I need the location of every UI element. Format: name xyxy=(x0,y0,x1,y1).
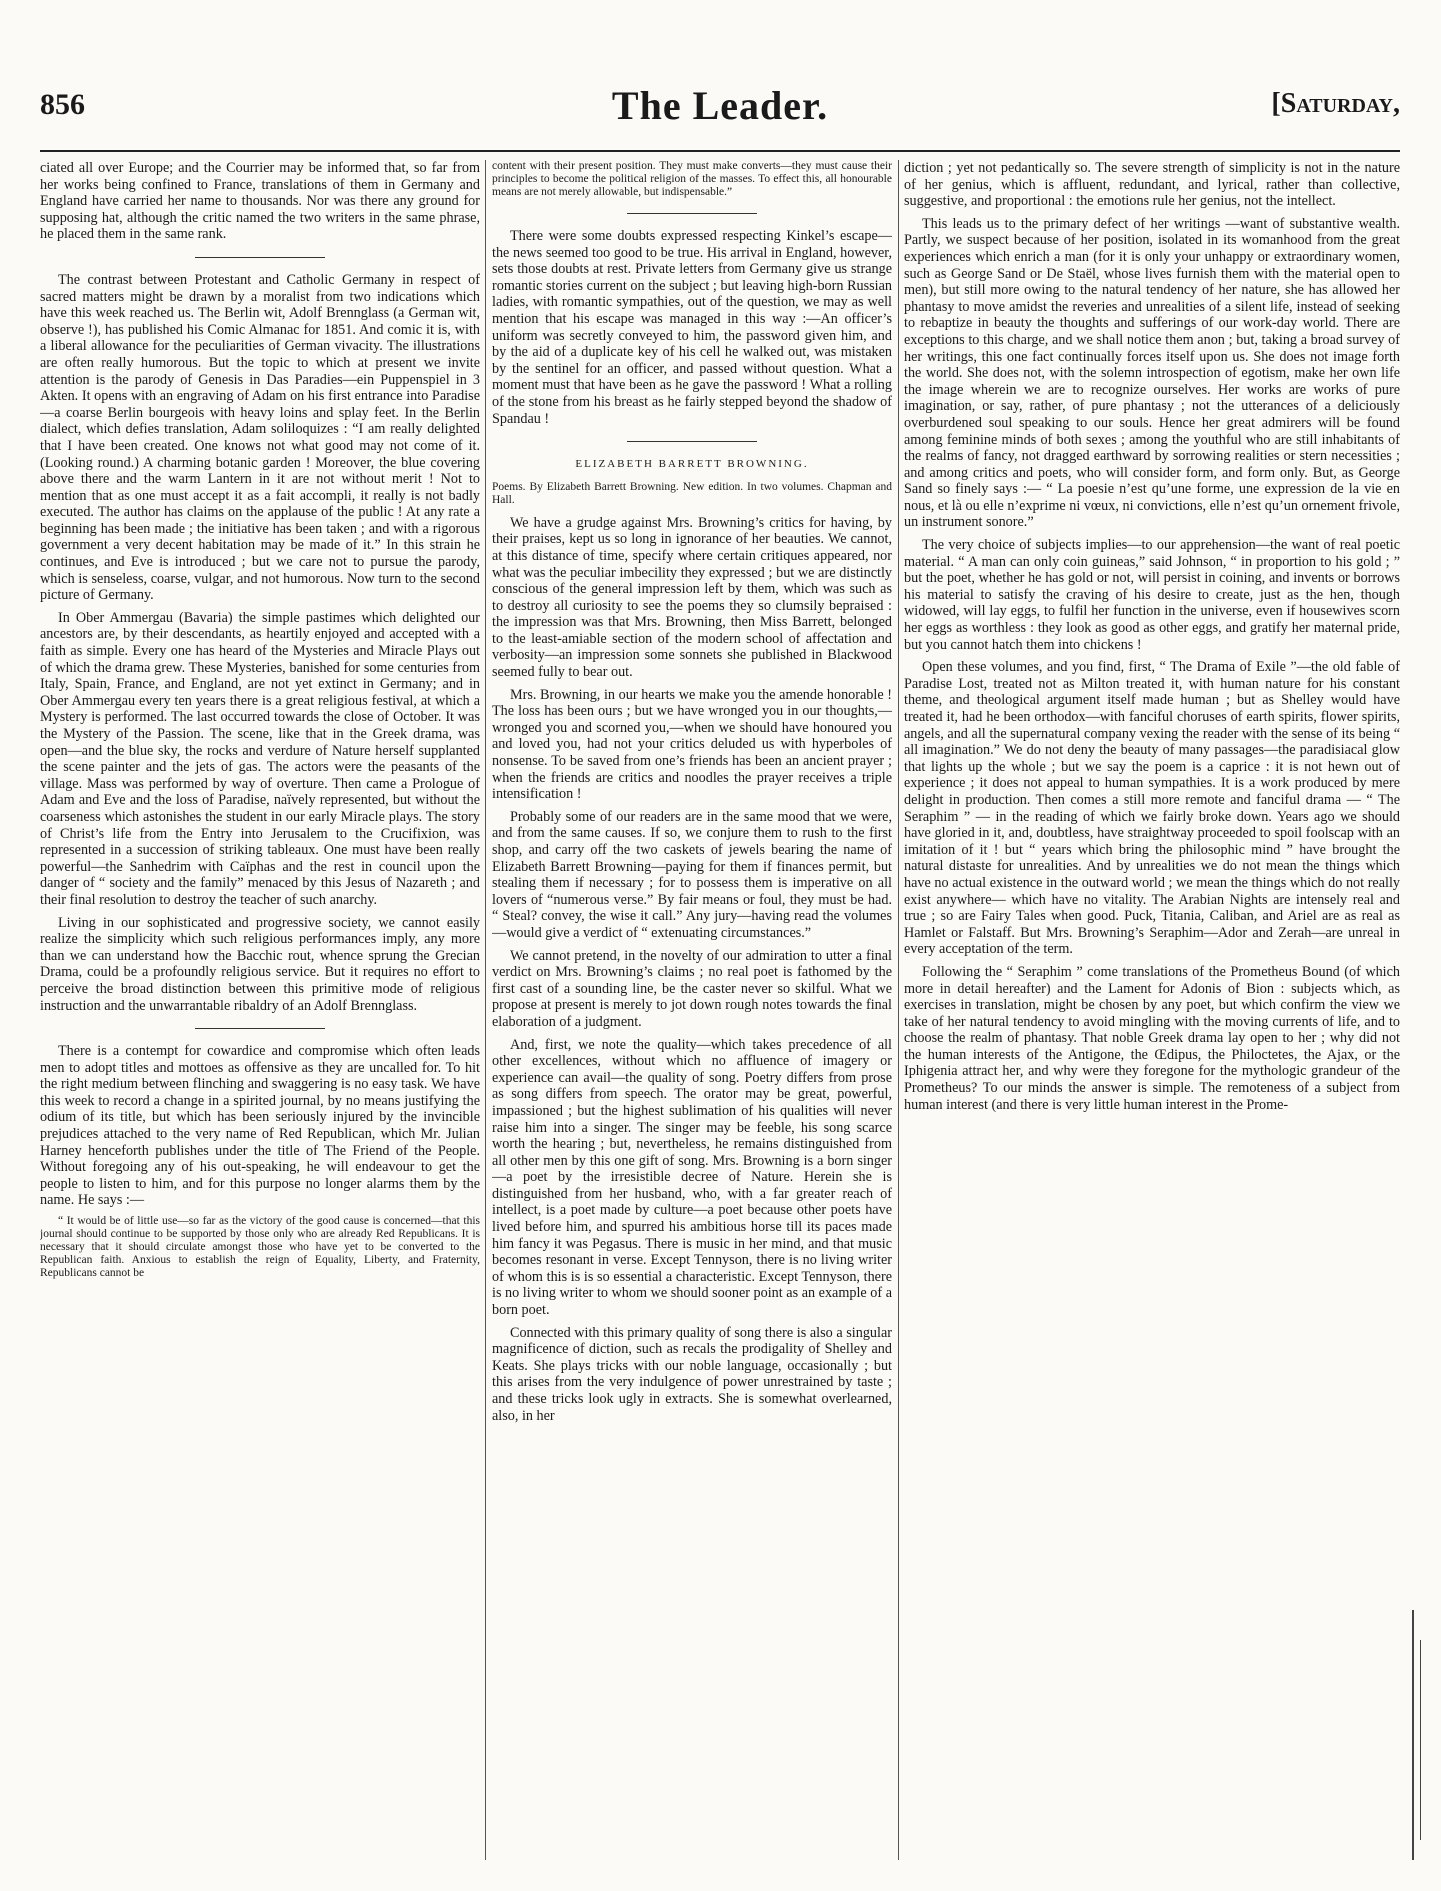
page-edge-mark xyxy=(1412,1610,1414,1860)
paragraph: The contrast between Protestant and Catholic Germany in respect of sacred matters might be drawn by a moralist from two indications which have this week reached us. The Berlin wit, Adolf Brennglass (a German wit, observe !), has published his Comic Almanac for 1851. And comic it is, with a liberal allowance for the peculiarities of German vivacity. The illustrations are often really humorous. But the topic to which at present we invite attention is the parody of Genesis in Das Paradies—ein Puppenspiel in 3 Akten. It opens with an engraving of Adam on his first entrance into Paradise—a coarse Berlin bourgeois with heavy loins and splay feet. In the Berlin dialect, which defies translation, Adam soliloquizes : “I am really delighted that I have been created. One knows not what good may not come of it. (Looking round.) A charming botanic garden ! Moreover, the blue covering above there and the warm Lantern in it are not without merit ! Not to mention that as one must accept it as a fait accompli, it really is not badly executed. The author has claims on the applause of the public ! At any rate a beginning has been made ; the initiative has been taken ; and with a rigorous government a very decent habitation may be made of it.” In this strain he continues, and Eve is introduced ; but we care not to pursue the parody, which is senseless, coarse, vulgar, and not humorous. Now turn to the second picture of Germany. xyxy=(40,271,480,604)
article-byline: Poems. By Elizabeth Barrett Browning. New edition. In two volumes. Chapman and Hall. xyxy=(492,480,892,506)
header-rule xyxy=(40,150,1400,152)
issue-day: [Saturday, xyxy=(1271,88,1400,119)
paragraph: We cannot pretend, in the novelty of our admiration to utter a final verdict on Mrs. Browning’s claims ; no real poet is fathomed by the first cast of a sounding line, be the caster never so skilful. What we propose at present is merely to jot down rough notes towards the final elaboration of a judgment. xyxy=(492,947,892,1030)
section-separator xyxy=(195,257,325,258)
column-2 xyxy=(492,160,892,1860)
page-edge-mark xyxy=(1420,1640,1421,1840)
quoted-note: content with their present position. They must make converts—they must cause their principles to become the political religion of the masses. To effect this, all honourable means are not merely allowable, but indispensable.” xyxy=(492,160,892,198)
column-3 xyxy=(904,160,1400,1860)
paragraph: There is a contempt for cowardice and compromise which often leads men to adopt titles and mottoes as offensive as they are uncalled for. To hit the right medium between flinching and swaggering is no easy task. We have this week to record a change in a spirited journal, by no means justifying the odium of its title, but which has been seriously injured by the invincible prejudices attached to the very name of Red Republican, which Mr. Julian Harney henceforth publishes under the title of The Friend of the People. Without foregoing any of his out-speaking, he will endeavour to get the people to listen to him, and for this purpose no longer alarms them by the name. He says :— xyxy=(40,1043,480,1209)
masthead-title: The Leader. xyxy=(611,83,829,128)
quoted-note: “ It would be of little use—so far as the victory of the good cause is concerned—that this journal should continue to be supported by those only who are already Red Republicans. It is necessary that it should circulate amongst those who have yet to be converted to the Republican faith. Anxious to establish the reign of Equality, Liberty, and Fraternity, Republicans cannot be xyxy=(40,1215,480,1280)
paragraph: ciated all over Europe; and the Courrier may be informed that, so far from her works being confined to France, translations of them in Germany and England have carried her name to thousands. Nor was there any ground for supposing hat, although the critic named the two writers in the same phrase, he placed them in the same rank. xyxy=(40,160,480,243)
column-divider xyxy=(898,160,899,1860)
paragraph: And, first, we note the quality—which takes precedence of all other excellences, without which no affluence of imagery or experience can avail—the quality of song. Poetry differs from prose as song differs from speech. The orator may be great, powerful, impassioned ; but the highest sublimation of his qualities will never raise him into a singer. The singer may be feeble, his song scarce worth the hearing ; but, nevertheless, he remains distinguished from all other men by this one gift of song. Mrs. Browning is a born singer—a poet by the irresistible decree of Nature. Herein she is distinguished from her husband, who, with a far greater reach of intellect, is a poet made by culture—a poet because other poets have lived before him, and spurred his ambitious horse till its paces made him fancy it was Pegasus. There is music in her mind, and that music becomes resonant in verse. Except Tennyson, there is no living writer of whom this is is so essential a characteristic. Except Tennyson, there is no living writer to whom we should sooner point as an example of a born poet. xyxy=(492,1036,892,1319)
column-divider xyxy=(485,160,486,1860)
page-number: 856 xyxy=(40,88,85,121)
paragraph: Living in our sophisticated and progressive society, we cannot easily realize the simplicity which such religious performances imply, any more than we can understand how the Bacchic rout, whence sprung the Grecian Drama, could be a profoundly religious service. But it requires no effort to perceive the broad distinction between this primitive mode of religious instruction and the unwarrantable ribaldry of an Adolf Brennglass. xyxy=(40,914,480,1014)
article-title: ELIZABETH BARRETT BROWNING. xyxy=(575,458,809,471)
paragraph: We have a grudge against Mrs. Browning’s critics for having, by their praises, kept us so long in ignorance of her beauties. We cannot, at this distance of time, specify where certain critiques appeared, nor what was the peculiar imbecility they expressed ; but we are distinctly conscious of the general impression left by them, which was such as to destroy all curiosity to see the poems they so clumsily bepraised : the impression was that Mrs. Browning, then Miss Barrett, belonged to the least-amiable section of the modern school of affectation and verbosity—an impression some sonnets she published in Blackwood seemed fully to bear out. xyxy=(492,514,892,681)
paragraph: Open these volumes, and you find, first, “ The Drama of Exile ”—the old fable of Paradise Lost, treated not as Milton treated it, with human nature for his constant theme, and theological argument itself made human ; but as Shelley would have treated it, had he been orthodox—with fanciful choruses of earth spirits, flower spirits, angels, and all the supernatural company vexing the reader with the sense of its being “ all imagination.” We do not deny the beauty of many passages—the paradisiacal glow that lights up the whole ; but we say the poem is a caprice : it is not hewn out of experience ; it does not appeal to human sympathies. It is a work produced by mere delight in production. Then comes a still more remote and fanciful drama — “ The Seraphim ” — in the reading of which we fairly broke down. Years ago we should have gloried in it, and, doubtless, have straightway proceeded to spoil foolscap with an imitation of it ! but “ years which bring the philosophic mind ” have brought the natural distaste for unrealities. And by unrealities we do not mean the things which have no actual existence in the outward world ; we mean the things which do not really exist anywhere— which have no vitality. The Arabian Nights are intensely real and true ; so are Fairy Tales when good. Puck, Titania, Caliban, and Ariel are as real as Hamlet or Falstaff. But Mrs. Browning’s Seraphim—Ador and Zerah—are unreal in every acceptation of the term. xyxy=(904,659,1400,958)
section-separator xyxy=(195,1028,325,1029)
paragraph: Following the “ Seraphim ” come translations of the Prometheus Bound (of which more in detail hereafter) and the Lament for Adonis of Bion : subjects which, as exercises in translation, might be chosen by any poet, but which confirm the view we take of her natural tendency to avoid mingling with the moving currents of life, and to choose the realm of phantasy. That noble Greek drama lay open to her ; why did not the human interests of the Antigone, the Œdipus, the Philoctetes, the Ajax, or the Iphigenia attract her, and why were they foregone for the mythologic grandeur of the Prometheus? To our minds the answer is simple. The remoteness of a subject from human interest (and there is very little human interest in the Prome- xyxy=(904,963,1400,1113)
paragraph: Connected with this primary quality of song there is also a singular magnificence of diction, such as recals the prodigality of Shelley and Keats. She plays tricks with our noble language, occasionally ; but this arises from the very indulgence of power unrestrained by taste ; and these tricks look ugly in extracts. She is somewhat overlearned, also, in her xyxy=(492,1324,892,1424)
paragraph: Probably some of our readers are in the same mood that we were, and from the same causes. If so, we conjure them to rush to the first shop, and carry off the two caskets of jewels bearing the name of Elizabeth Barrett Browning—paying for them if finances permit, but stealing them if necessary ; for to possess them is imperative on all lovers of “numerous verse.” By fair means or foul, they must be had. “ Steal? convey, the wise it call.” Any jury—having read the volumes—would give a verdict of “ extenuating circumstances.” xyxy=(492,808,892,941)
section-separator xyxy=(627,441,757,442)
paragraph: diction ; yet not pedantically so. The severe strength of simplicity is not in the nature of her genius, which is affluent, redundant, and lyrical, rather than collective, suggestive, and proportional : the emotions rule her genius, not the intellect. xyxy=(904,160,1400,210)
paragraph: This leads us to the primary defect of her writings —want of substantive wealth. Partly, we suspect because of her position, isolated in its womanhood from the great experiences which enrich a man (for it is only your unhappy or extraordinary women, such as George Sand or De Staël, whose lives furnish them with the material open to men), but still more owing to the natural tendency of her nature, she has allowed her phantasy to move amidst the reveries and unrealities of a silent life, instead of seeking to rebaptize in beauty the thoughts and sufferings of our work-day world. There are exceptions to this charge, and we shall notice them anon ; but, taking a broad survey of her writings, this one fact continually forces itself upon us. She does not image forth the world. She does not, with the solemn introspection of egotism, make her own life the image wherein we are to recognize ourselves. Her works are works of pure imagination, or say, rather, of pure phantasy ; not the utterances of a deliciously overburdened soul speaking to our souls. Hence her great admirers will be found among feminine minds of both sexes ; among the youthful who are still inhabitants of the realms of fancy, not dragged earthward by sorrowing realities or stern necessities ; and among critics and poets, who will consider form, and form only. But, as George Sand so finely says :— “ La poesie n’est qu’une forme, une expression de la vie en nous, et là ou elle n’exprime ni vœux, ni convictions, elle n’est qu’un ornement frivole, un instrument sonore.” xyxy=(904,215,1400,531)
page-header xyxy=(40,83,1400,148)
column-1 xyxy=(40,160,480,1860)
section-separator xyxy=(627,213,757,214)
paragraph: There were some doubts expressed respecting Kinkel’s escape—the news seemed too good to be true. His arrival in England, however, sets those doubts at rest. Private letters from Germany give us strange romantic stories current on the subject ; but leaving high-born Russian ladies, with romantic sympathies, out of the question, we may as well mention that his escape was managed in this way :—An officer’s uniform was secretly conveyed to him, the password given him, and by the aid of a duplicate key of his cell he walked out, was mistaken by the sentinel for an officer, and passed without question. What a moment must that have been as he gave the password ! What a rolling of the stone from his breast as he fairly stepped beyond the shadow of Spandau ! xyxy=(492,228,892,427)
paragraph: Mrs. Browning, in our hearts we make you the amende honorable ! The loss has been ours ; but we have wronged you in our thoughts,—wronged you and scorned you,—when we should have honoured you and loved you, had not your critics deluded us with hyperboles of nonsense. To be saved from one’s friends has been an ancient prayer ; when the friends are critics and noodles the prayer receives a triple intensification ! xyxy=(492,686,892,803)
paragraph: In Ober Ammergau (Bavaria) the simple pastimes which delighted our ancestors are, by their descendants, as heartily enjoyed and accepted with a faith as simple. Every one has heard of the Mysteries and Miracle Plays out of which the drama grew. These Mysteries, banished for some centuries from Italy, Spain, France, and England, are not yet extinct in Germany; and in Ober Ammergau every ten years there is a great religious festival, at which a Mystery is performed. The last occurred towards the close of October. It was the Mystery of the Passion. The scene, like that in the Greek drama, was open—and the blue sky, the rocks and verdure of Nature herself supplanted the scene painter and the jets of gas. The actors were the peasants of the village. Mass was performed by way of overture. Then came a Prologue of Adam and Eve and the loss of Paradise, naïvely represented, but without the coarseness which astonishes the student in our early Miracle plays. The story of Christ’s life from the Entry into Jerusalem to the Crucifixion, was represented in a succession of striking tableaux. One must have been really powerful—the Sanhedrim with Caïphas and the rest in council upon the danger of “ society and the family” menaced by this Jesus of Nazareth ; and their final resolution to destroy the teacher of such anarchy. xyxy=(40,609,480,908)
paragraph: The very choice of subjects implies—to our apprehension—the want of real poetic material. “ A man can only coin guineas,” said Johnson, “ in proportion to his gold ; ” but the poet, whether he has gold or not, will persist in coining, and invents or borrows his material to satisfy the craving of his desire to create, just as the hen, though widowed, will lay eggs, to fulfil her function in the universe, even if housewives scorn her eggs as worthless : they look as good as other eggs, and gratify her maternal pride, but you cannot hatch them into chickens ! xyxy=(904,537,1400,653)
